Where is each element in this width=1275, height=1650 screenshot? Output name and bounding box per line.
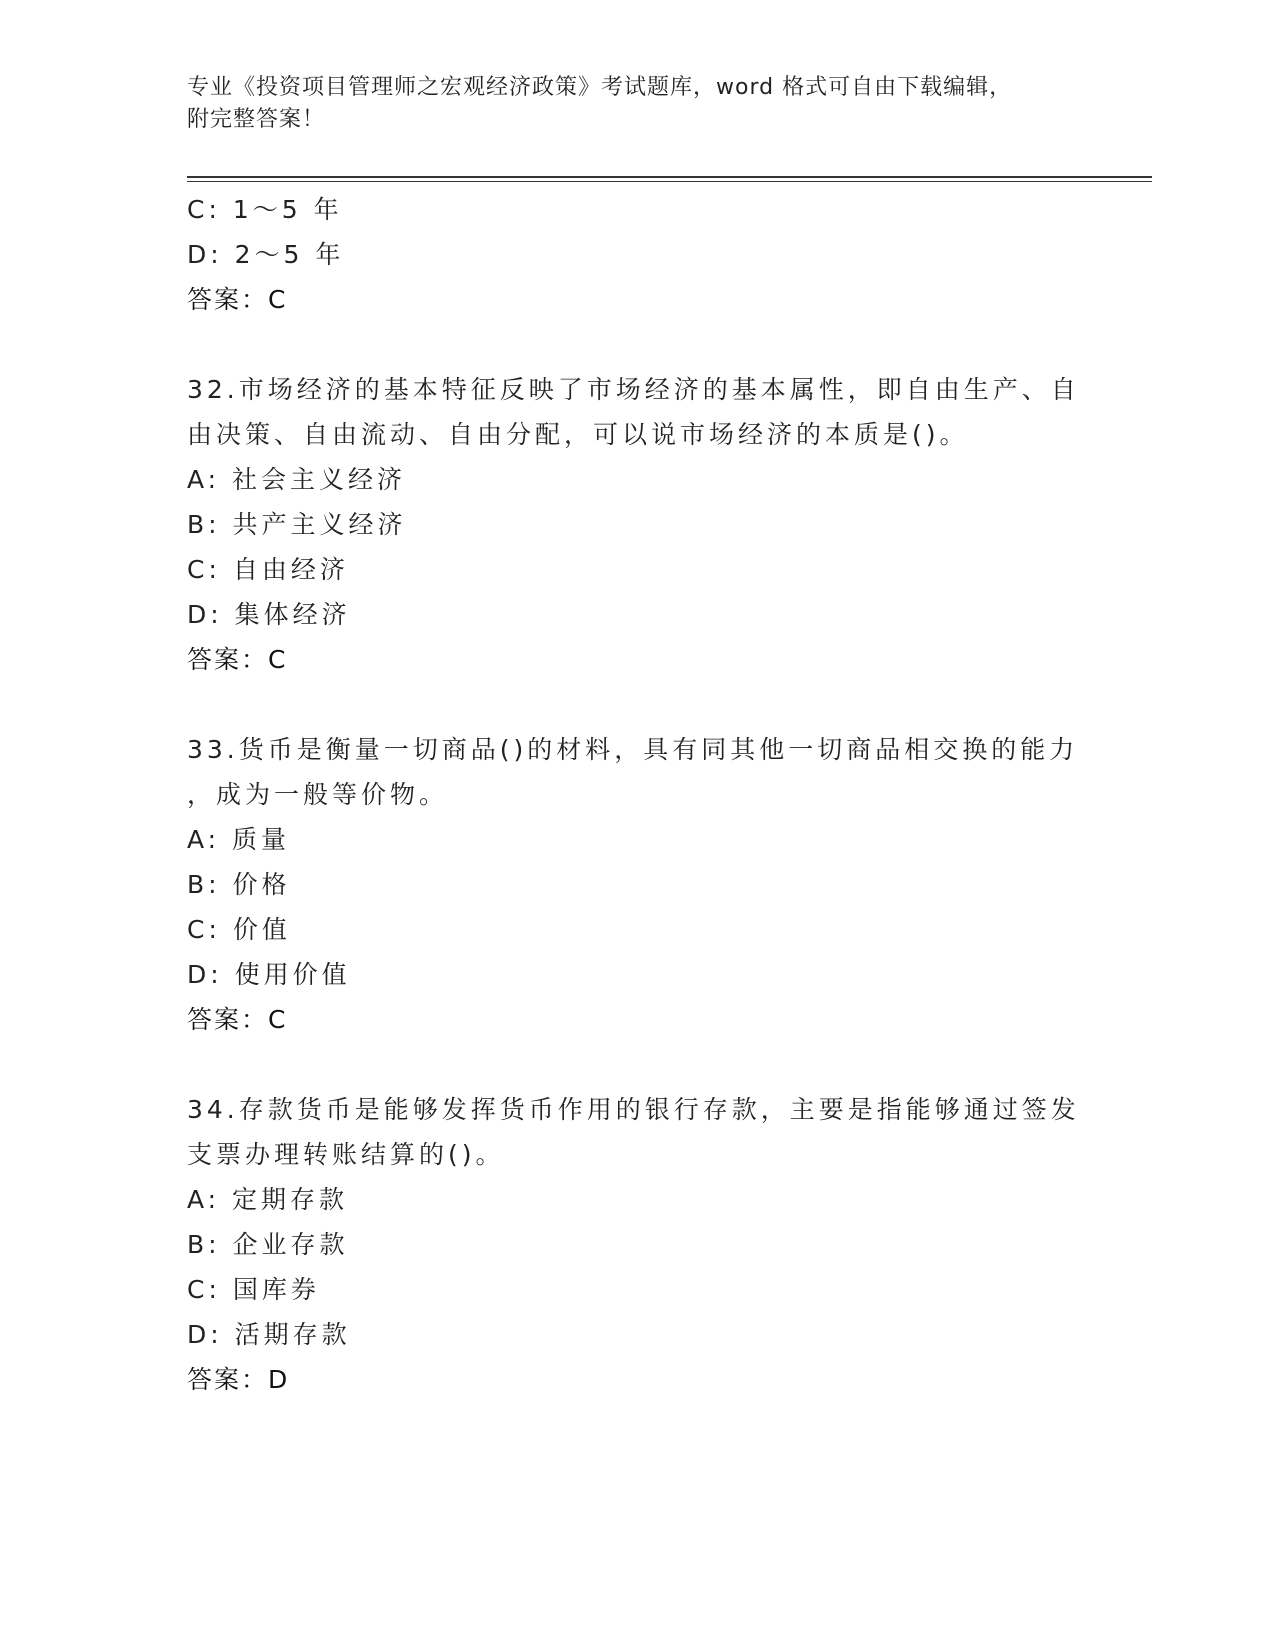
stem-line: 33.货币是衡量一切商品()的材料，具有同其他一切商品相交换的能力: [187, 735, 1079, 764]
header-line-2: 附完整答案！: [187, 107, 326, 132]
option-d: D: 活期存款: [187, 1320, 351, 1349]
option-a: A: 质量: [187, 825, 291, 854]
previous-question-tail: [187, 187, 1087, 322]
question-list: [187, 187, 1087, 1402]
stem-line: ，成为一般等价物。: [187, 780, 449, 809]
question-stem: [187, 1087, 1087, 1177]
option-b: B: 价格: [187, 870, 291, 899]
option-c: C: 1～5 年: [187, 195, 343, 224]
question-32: [187, 367, 1087, 682]
answer-line: 答案：C: [187, 1005, 288, 1034]
option-c: C: 国库券: [187, 1275, 320, 1304]
stem-line: 支票办理转账结算的()。: [187, 1140, 505, 1169]
option-d: D: 集体经济: [187, 600, 351, 629]
stem-line: 由决策、自由流动、自由分配，可以说市场经济的本质是()。: [187, 420, 969, 449]
answer-line: 答案：C: [187, 645, 288, 674]
document-header: [187, 72, 1087, 136]
option-a: A: 社会主义经济: [187, 465, 407, 494]
option-c: C: 价值: [187, 915, 291, 944]
option-a: A: 定期存款: [187, 1185, 349, 1214]
option-d: D: 2～5 年: [187, 240, 345, 269]
stem-line: 34.存款货币是能够发挥货币作用的银行存款，主要是指能够通过签发: [187, 1095, 1080, 1124]
question-34: [187, 1087, 1087, 1402]
option-c: C: 自由经济: [187, 555, 349, 584]
option-d: D: 使用价值: [187, 960, 351, 989]
answer-line: 答案：D: [187, 1365, 290, 1394]
question-33: [187, 727, 1087, 1042]
option-b: B: 共产主义经济: [187, 510, 407, 539]
header-rule-thick: [187, 176, 1152, 178]
header-line-1: 专业《投资项目管理师之宏观经济政策》考试题库，word 格式可自由下载编辑，: [187, 75, 1013, 100]
question-stem: [187, 367, 1087, 457]
stem-line: 32.市场经济的基本特征反映了市场经济的基本属性，即自由生产、自: [187, 375, 1080, 404]
question-stem: [187, 727, 1087, 817]
header-rule-thin: [187, 181, 1152, 182]
answer-line: 答案：C: [187, 285, 288, 314]
option-b: B: 企业存款: [187, 1230, 349, 1259]
